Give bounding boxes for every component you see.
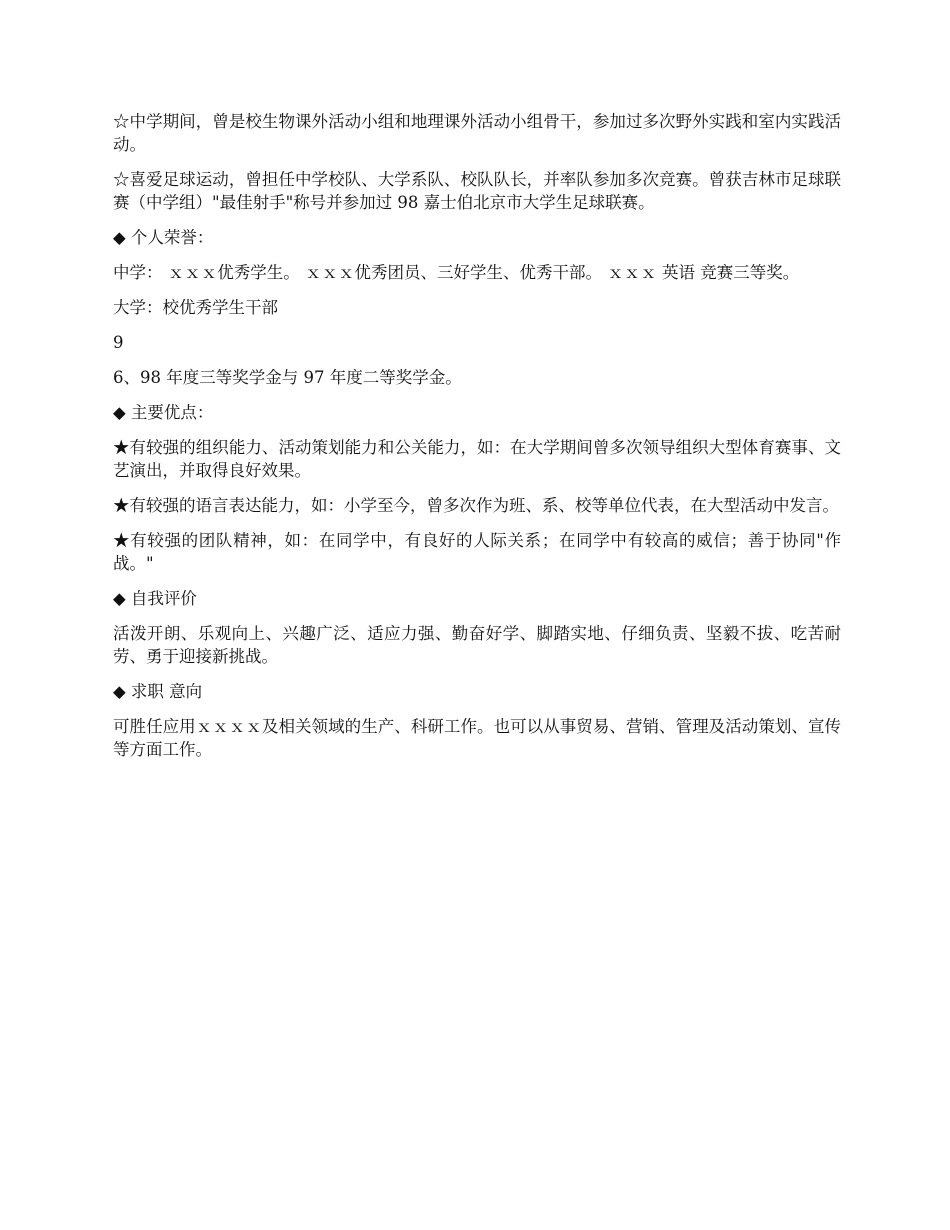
paragraph-middle-school-activities: ☆中学期间，曾是校生物课外活动小组和地理课外活动小组骨干，参加过多次野外实践和室内实践活动。: [113, 112, 841, 154]
document-body: [113, 110, 841, 773]
paragraph-middle-school-honors: 中学： ｘｘｘ优秀学生。 ｘｘｘ优秀团员、三好学生、优秀干部。 ｘｘｘ 英语 竞赛三等奖。: [113, 263, 800, 282]
paragraph-organization-ability: ★有较强的组织能力、活动策划能力和公关能力，如：在大学期间曾多次领导组织大型体育赛事、文艺演出，并取得良好效果。: [113, 438, 841, 480]
paragraph-scholarships: 6、98 年度三等奖学金与 97 年度二等奖学金。: [113, 368, 462, 387]
heading-personal-honors: ◆ 个人荣誉：: [113, 228, 214, 247]
heading-self-evaluation: ◆ 自我评价: [113, 589, 197, 608]
paragraph-football: ☆喜爱足球运动，曾担任中学校队、大学系队、校队队长，并率队参加多次竞赛。曾获吉林市足球联赛（中学组）"最佳射手"称号并参加过 98 嘉士伯北京市大学生足球联赛。: [113, 170, 841, 212]
heading-main-strengths: ◆ 主要优点：: [113, 403, 214, 422]
paragraph-job-intention: 可胜任应用ｘｘｘｘ及相关领域的生产、科研工作。也可以从事贸易、营销、管理及活动策划、宣传等方面工作。: [113, 717, 841, 759]
paragraph-number: 9: [113, 333, 124, 352]
paragraph-self-evaluation: 活泼开朗、乐观向上、兴趣广泛、适应力强、勤奋好学、脚踏实地、仔细负责、坚毅不拔、吃苦耐劳、勇于迎接新挑战。: [113, 624, 841, 666]
paragraph-team-spirit: ★有较强的团队精神，如：在同学中，有良好的人际关系；在同学中有较高的威信；善于协同"作战。": [113, 531, 841, 573]
heading-job-intention: ◆ 求职 意向: [113, 682, 203, 701]
paragraph-university-honors: 大学：校优秀学生干部: [113, 298, 278, 317]
paragraph-language-ability: ★有较强的语言表达能力，如：小学至今，曾多次作为班、系、校等单位代表，在大型活动中发言。: [113, 496, 839, 515]
